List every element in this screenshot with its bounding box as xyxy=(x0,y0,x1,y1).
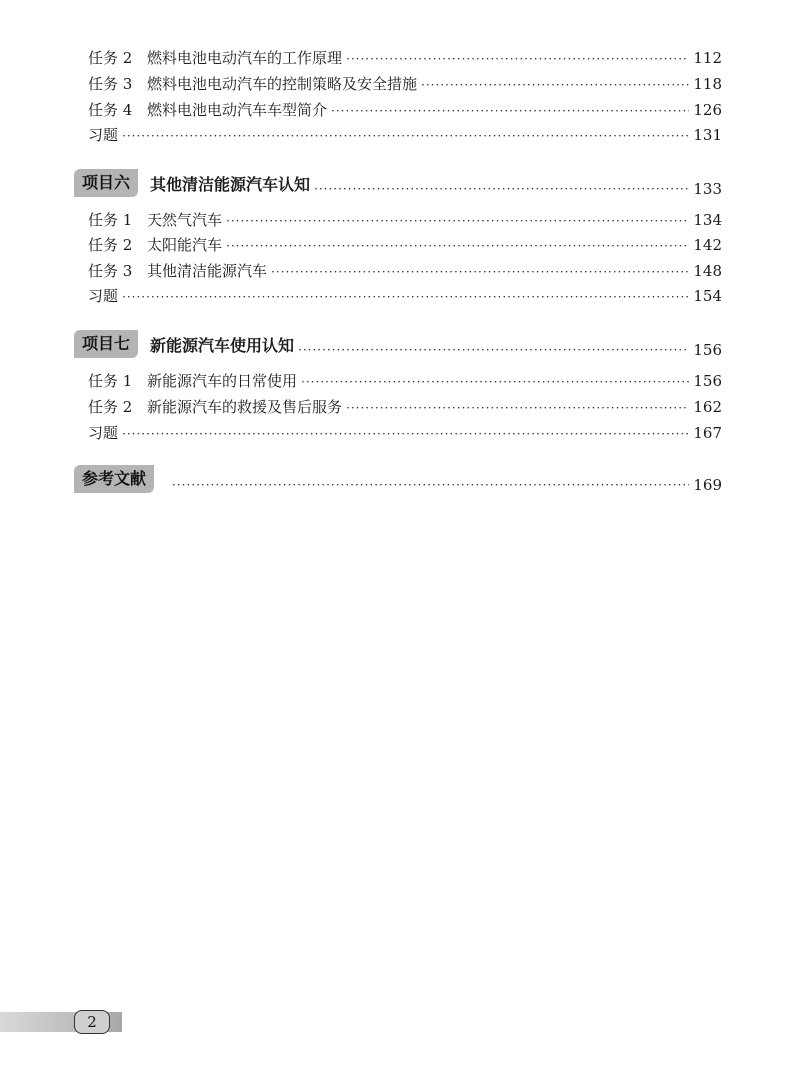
dot-leader xyxy=(172,478,689,496)
toc-entry[interactable] xyxy=(88,99,722,121)
references-heading[interactable] xyxy=(74,462,722,496)
dot-leader xyxy=(421,74,689,96)
dot-leader xyxy=(346,397,689,419)
dot-leader xyxy=(122,125,689,147)
toc-entry-exercises[interactable] xyxy=(88,285,722,307)
project-tag: 项目六 xyxy=(74,169,138,197)
task-number: 任务 3 xyxy=(88,75,133,93)
page-ref: 156 xyxy=(693,372,722,390)
task-number: 任务 2 xyxy=(88,49,133,67)
task-title: 天然气汽车 xyxy=(147,211,223,229)
task-number: 任务 2 xyxy=(88,398,133,416)
task-number: 任务 1 xyxy=(88,211,133,229)
page-ref: 112 xyxy=(693,49,722,67)
page-ref: 169 xyxy=(693,476,722,494)
task-number: 任务 1 xyxy=(88,372,133,390)
toc-entry-exercises[interactable] xyxy=(88,124,722,146)
page-ref: 118 xyxy=(693,75,722,93)
dot-leader xyxy=(226,235,689,257)
page-ref: 131 xyxy=(693,126,722,144)
task-title: 新能源汽车的救援及售后服务 xyxy=(147,398,343,416)
page-ref: 126 xyxy=(693,101,722,119)
toc-entry[interactable] xyxy=(88,234,722,256)
task-title: 其他清洁能源汽车 xyxy=(147,262,268,280)
project-heading[interactable] xyxy=(74,327,722,361)
task-title: 习题 xyxy=(88,287,119,305)
page-ref: 156 xyxy=(693,341,722,359)
dot-leader xyxy=(226,210,689,232)
task-number: 任务 2 xyxy=(88,236,133,254)
page-number: 2 xyxy=(74,1010,110,1034)
toc-entry[interactable] xyxy=(88,260,722,282)
page-ref: 133 xyxy=(693,180,722,198)
toc-entry[interactable] xyxy=(88,47,722,69)
toc-entry[interactable] xyxy=(88,396,722,418)
project-title: 新能源汽车使用认知 xyxy=(150,335,295,355)
toc-entry[interactable] xyxy=(88,209,722,231)
page-ref: 162 xyxy=(693,398,722,416)
task-title: 太阳能汽车 xyxy=(147,236,223,254)
task-title: 习题 xyxy=(88,424,119,442)
page-ref: 142 xyxy=(693,236,722,254)
project-tag: 项目七 xyxy=(74,330,138,358)
page-ref: 167 xyxy=(693,424,722,442)
task-title: 燃料电池电动汽车的工作原理 xyxy=(147,49,343,67)
dot-leader xyxy=(301,371,689,393)
dot-leader xyxy=(271,261,689,283)
toc-entry[interactable] xyxy=(88,73,722,95)
dot-leader xyxy=(331,100,689,122)
page-ref: 148 xyxy=(693,262,722,280)
dot-leader xyxy=(122,423,689,445)
references-tag: 参考文献 xyxy=(74,465,154,493)
toc-entry[interactable] xyxy=(88,370,722,392)
task-number: 任务 3 xyxy=(88,262,133,280)
project-heading[interactable] xyxy=(74,166,722,200)
task-title: 新能源汽车的日常使用 xyxy=(147,372,298,390)
dot-leader xyxy=(298,343,689,361)
task-title: 燃料电池电动汽车的控制策略及安全措施 xyxy=(147,75,418,93)
page-ref: 134 xyxy=(693,211,722,229)
task-title: 燃料电池电动汽车车型简介 xyxy=(147,101,328,119)
dot-leader xyxy=(346,48,689,70)
project-title: 其他清洁能源汽车认知 xyxy=(150,174,311,194)
task-number: 任务 4 xyxy=(88,101,133,119)
dot-leader xyxy=(314,182,689,200)
page-ref: 154 xyxy=(693,287,722,305)
task-title: 习题 xyxy=(88,126,119,144)
toc-entry-exercises[interactable] xyxy=(88,422,722,444)
dot-leader xyxy=(122,286,689,308)
